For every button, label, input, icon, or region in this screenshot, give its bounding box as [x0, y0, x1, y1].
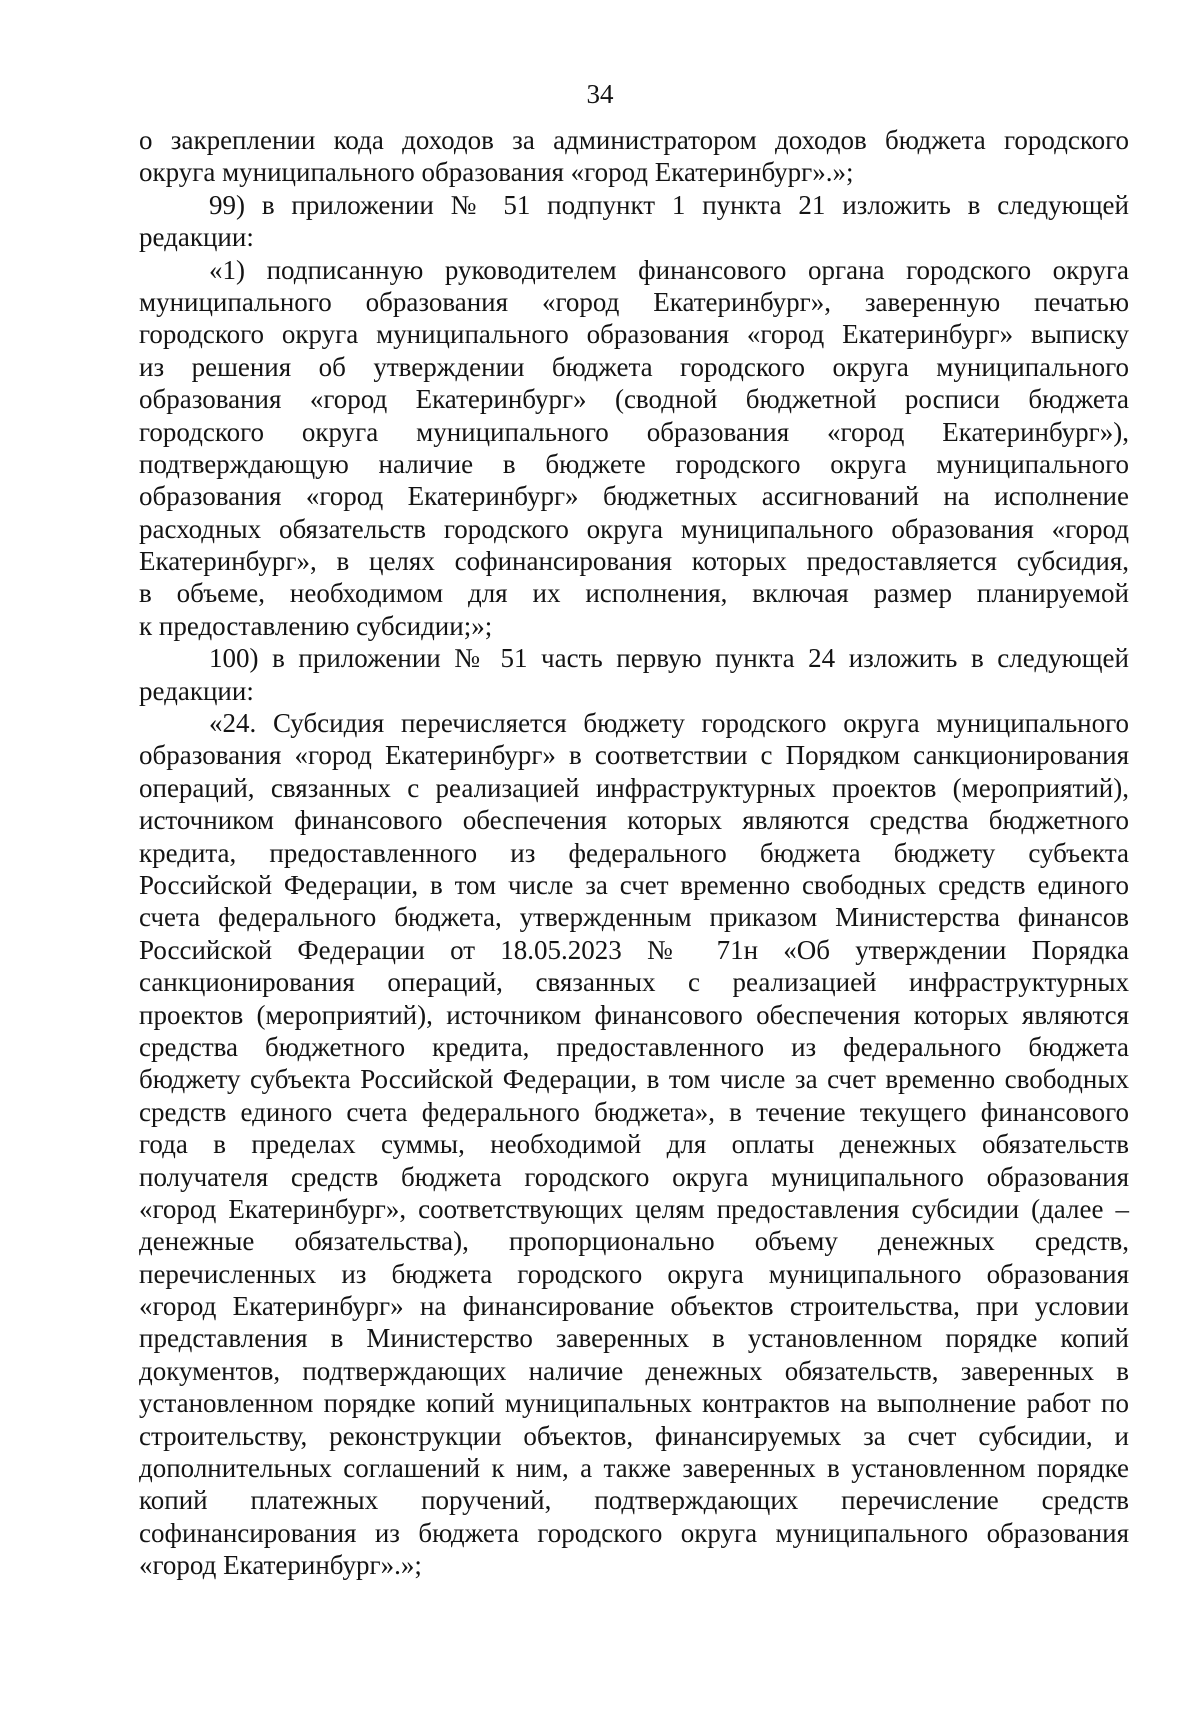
page-number: 34 [586, 79, 614, 109]
text-line: округа муниципального образования «город Екатеринбург».»; [139, 157, 854, 188]
text-line: «город Екатеринбург».»; [139, 1550, 422, 1581]
text-line: из решения об утверждении бюджета городского округа муниципального [139, 351, 1129, 382]
text-line: источником финансового обеспечения которых являются средства бюджетного [139, 805, 1129, 836]
text-line: к предоставлению субсидии;»; [139, 610, 493, 641]
text-line: Российской Федерации от 18.05.2023 № 71н «Об утверждении Порядка [139, 934, 1129, 965]
text-line: средства бюджетного кредита, предоставленного из федерального бюджета [139, 1031, 1129, 1062]
text-line: представления в Министерство заверенных в установленном порядке копий [139, 1323, 1129, 1354]
text-line: муниципального образования «город Екатеринбург», заверенную печатью [139, 286, 1129, 317]
text-line: «город Екатеринбург», соответствующих целям предоставления субсидии (далее – [139, 1193, 1129, 1224]
text-line: дополнительных соглашений к ним, а также заверенных в установленном порядке [139, 1453, 1129, 1484]
text-line: санкционирования операций, связанных с реализацией инфраструктурных [139, 967, 1129, 998]
text-line: документов, подтверждающих наличие денежных обязательств, заверенных в [139, 1355, 1129, 1386]
text-line: образования «город Екатеринбург» в соответствии с Порядком санкционирования [139, 740, 1129, 771]
text-line: городского округа муниципального образования «город Екатеринбург»), [139, 416, 1129, 447]
text-line: 99) в приложении № 51 подпункт 1 пункта 21 изложить в следующей [209, 189, 1129, 220]
text-line: городского округа муниципального образования «город Екатеринбург» выписку [139, 319, 1129, 350]
text-line: года в пределах суммы, необходимой для оплаты денежных обязательств [139, 1129, 1129, 1160]
text-line: средств единого счета федерального бюджета», в течение текущего финансового [139, 1096, 1129, 1127]
text-line: денежные обязательства), пропорционально объему денежных средств, [139, 1226, 1129, 1257]
text-line: Екатеринбург», в целях софинансирования которых предоставляется субсидия, [139, 546, 1129, 577]
text-line: копий платежных поручений, подтверждающих перечисление средств [139, 1485, 1129, 1516]
text-line: установленном порядке копий муниципальных контрактов на выполнение работ по [139, 1388, 1129, 1419]
text-line: счета федерального бюджета, утвержденным приказом Министерства финансов [139, 902, 1129, 933]
text-line: «24. Субсидия перечисляется бюджету городского округа муниципального [209, 708, 1129, 739]
text-line: 100) в приложении № 51 часть первую пункта 24 изложить в следующей [209, 643, 1129, 674]
text-line: редакции: [139, 222, 254, 253]
text-line: строительству, реконструкции объектов, финансируемых за счет субсидии, и [139, 1420, 1129, 1451]
text-line: образования «город Екатеринбург» (сводной бюджетной росписи бюджета [139, 384, 1129, 415]
text-line: подтверждающую наличие в бюджете городского округа муниципального [139, 448, 1129, 479]
text-line: софинансирования из бюджета городского округа муниципального образования [139, 1517, 1129, 1548]
text-line: образования «город Екатеринбург» бюджетных ассигнований на исполнение [139, 481, 1129, 512]
text-line: редакции: [139, 675, 254, 706]
text-line: кредита, предоставленного из федерального бюджета бюджету субъекта [139, 837, 1129, 868]
text-line: операций, связанных с реализацией инфраструктурных проектов (мероприятий), [139, 772, 1129, 803]
document-body [139, 124, 1129, 1582]
text-line: Российской Федерации, в том числе за счет временно свободных средств единого [139, 869, 1129, 900]
text-line: бюджету субъекта Российской Федерации, в том числе за счет временно свободных [139, 1064, 1129, 1095]
text-line: получателя средств бюджета городского округа муниципального образования [139, 1161, 1129, 1192]
text-line: в объеме, необходимом для их исполнения, включая размер планируемой [139, 578, 1129, 609]
text-line: перечисленных из бюджета городского округа муниципального образования [139, 1258, 1129, 1289]
text-line: «город Екатеринбург» на финансирование объектов строительства, при условии [139, 1291, 1129, 1322]
text-line: о закреплении кода доходов за администратором доходов бюджета городского [139, 125, 1129, 155]
text-line: расходных обязательств городского округа муниципального образования «город [139, 513, 1129, 544]
text-line: «1) подписанную руководителем финансового органа городского округа [209, 254, 1129, 285]
text-line: проектов (мероприятий), источником финансового обеспечения которых являются [139, 999, 1129, 1030]
